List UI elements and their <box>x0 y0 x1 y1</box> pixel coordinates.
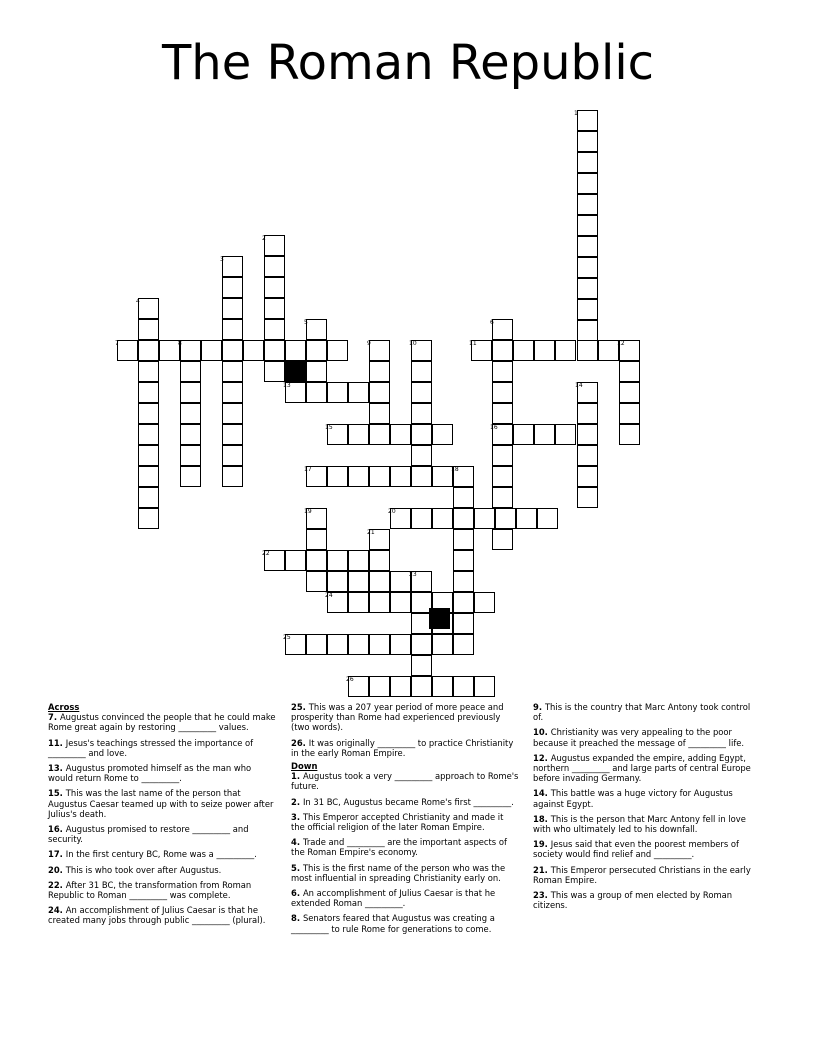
grid-cell[interactable] <box>222 340 243 361</box>
grid-cell[interactable] <box>577 299 598 320</box>
clue-item-text: This Emperor accepted Christianity and made it the official religion of the later Roman Empire. <box>291 811 504 833</box>
grid-cell[interactable] <box>222 277 243 298</box>
grid-cell[interactable] <box>432 508 453 529</box>
clue-item <box>291 837 519 857</box>
clue-item <box>48 905 276 925</box>
clue-item-text: This was a 207 year period of more peace and prosperity than Rome had experienced previously (two words). <box>291 702 504 733</box>
grid-cell[interactable] <box>306 529 327 550</box>
clue-item-number: 12. <box>533 752 551 763</box>
clue-item <box>48 738 276 758</box>
clue-item-text: It was originally _________ to practice Christianity in the early Roman Empire. <box>291 737 514 758</box>
grid-cell[interactable] <box>138 361 159 382</box>
grid-cell[interactable] <box>577 487 598 508</box>
clue-item-text: This is the person that Marc Antony fell in love with who ultimately led to his downfall. <box>533 813 746 835</box>
grid-cell[interactable] <box>369 592 390 613</box>
clue-number: 5 <box>304 319 308 326</box>
clue-item-text: This was the last name of the person that Augustus Caesar teamed up with to seize power after Julius's death. <box>48 788 274 819</box>
clue-item-number: 21. <box>533 864 551 875</box>
grid-cell[interactable] <box>201 340 222 361</box>
clue-item-text: Jesus said that even the poorest members of society would find relief and _________. <box>533 839 739 860</box>
grid-cell[interactable] <box>577 131 598 152</box>
blocked-cell <box>429 608 450 629</box>
clue-item-text: Augustus took a very _________ approach to Rome's future. <box>291 771 519 792</box>
grid-cell[interactable] <box>577 278 598 299</box>
clue-item <box>291 702 519 733</box>
grid-cell[interactable] <box>180 403 201 424</box>
grid-cell[interactable] <box>577 173 598 194</box>
grid-cell[interactable] <box>432 466 453 487</box>
grid-cell[interactable] <box>577 194 598 215</box>
clue-item-number: 19. <box>533 839 551 850</box>
grid-cell[interactable] <box>453 550 474 571</box>
grid-cell[interactable] <box>180 424 201 445</box>
clue-item <box>48 824 276 844</box>
grid-cell[interactable] <box>222 445 243 466</box>
grid-cell[interactable] <box>577 236 598 257</box>
grid-cell[interactable] <box>264 361 285 382</box>
clue-number: 16 <box>490 424 498 431</box>
grid-cell[interactable] <box>474 508 495 529</box>
clue-item <box>291 913 519 933</box>
clue-item-number: 6. <box>291 888 303 899</box>
clue-item <box>291 863 519 883</box>
grid-cell[interactable] <box>348 382 369 403</box>
grid-cell[interactable] <box>138 445 159 466</box>
grid-cell[interactable] <box>453 571 474 592</box>
clue-item-number: 1. <box>291 771 303 782</box>
clue-item-number: 23. <box>533 890 551 901</box>
clue-item-text: Augustus expanded the empire, adding Egypt, northern _________ and large parts of central Europe before invading Germany. <box>533 752 751 784</box>
grid-cell[interactable] <box>348 424 369 445</box>
clue-number: 18 <box>451 466 459 473</box>
clue-item-number: 22. <box>48 879 66 890</box>
clue-number: 19 <box>304 508 312 515</box>
blocked-cell <box>285 361 306 382</box>
grid-cell[interactable] <box>264 298 285 319</box>
grid-cell[interactable] <box>243 340 264 361</box>
clue-number: 2 <box>262 235 266 242</box>
grid-cell[interactable] <box>222 319 243 340</box>
clue-item-number: 14. <box>533 788 551 799</box>
clue-item-number: 20. <box>48 864 66 875</box>
grid-cell[interactable] <box>180 466 201 487</box>
clue-item-number: 25. <box>291 702 309 712</box>
grid-cell[interactable] <box>180 382 201 403</box>
grid-cell[interactable] <box>577 403 598 424</box>
down-heading: Down <box>291 761 318 772</box>
grid-cell[interactable] <box>138 298 159 319</box>
clue-number: 9 <box>367 340 371 347</box>
grid-cell[interactable] <box>411 382 432 403</box>
grid-cell[interactable] <box>492 529 513 550</box>
grid-cell[interactable] <box>390 424 411 445</box>
grid-cell[interactable] <box>390 466 411 487</box>
grid-cell[interactable] <box>577 215 598 236</box>
grid-cell[interactable] <box>348 571 369 592</box>
grid-cell[interactable] <box>516 508 537 529</box>
grid-cell[interactable] <box>453 529 474 550</box>
clue-item-text: Jesus's teachings stressed the importance of _________ and love. <box>48 737 254 758</box>
clue-column-1 <box>48 702 276 931</box>
clue-item <box>291 888 519 908</box>
grid-cell[interactable] <box>138 424 159 445</box>
grid-cell[interactable] <box>222 256 243 277</box>
grid-cell[interactable] <box>369 361 390 382</box>
clue-item <box>291 812 519 832</box>
clue-item <box>533 727 761 747</box>
grid-cell[interactable] <box>369 676 390 697</box>
page-title: The Roman Republic <box>161 35 655 91</box>
clue-number: 10 <box>409 340 417 347</box>
clue-number: 7 <box>115 340 119 347</box>
grid-cell[interactable] <box>577 445 598 466</box>
grid-cell[interactable] <box>411 634 432 655</box>
clue-item-text: This Emperor persecuted Christians in the early Roman Empire. <box>533 864 751 885</box>
grid-cell[interactable] <box>264 319 285 340</box>
clue-item-text: Augustus promised to restore _________ and security. <box>48 824 249 845</box>
grid-cell[interactable] <box>411 361 432 382</box>
grid-cell[interactable] <box>453 508 474 529</box>
clue-number: 17 <box>304 466 312 473</box>
grid-cell[interactable] <box>453 613 474 634</box>
clue-item-text: This is the country that Marc Antony took control of. <box>533 702 751 723</box>
clue-number: 14 <box>575 382 583 389</box>
grid-cell[interactable] <box>348 550 369 571</box>
grid-cell[interactable] <box>222 424 243 445</box>
clue-number: 21 <box>367 529 375 536</box>
clue-item-number: 10. <box>533 727 551 738</box>
grid-cell[interactable] <box>306 319 327 340</box>
clue-number: 3 <box>220 256 224 263</box>
clue-number: 26 <box>346 676 354 683</box>
clue-item-text: This battle was a huge victory for Augustus against Egypt. <box>533 788 733 809</box>
grid-cell[interactable] <box>619 424 640 445</box>
grid-cell[interactable] <box>513 424 534 445</box>
grid-cell[interactable] <box>138 508 159 529</box>
clue-number: 25 <box>283 634 291 641</box>
grid-cell[interactable] <box>264 235 285 256</box>
grid-cell[interactable] <box>577 340 598 361</box>
grid-cell[interactable] <box>369 403 390 424</box>
grid-cell[interactable] <box>411 403 432 424</box>
grid-cell[interactable] <box>492 382 513 403</box>
grid-cell[interactable] <box>264 277 285 298</box>
clue-item-text: An accomplishment of Julius Caesar is that he extended Roman _________. <box>291 888 496 909</box>
grid-cell[interactable] <box>453 634 474 655</box>
clue-item-number: 9. <box>533 702 545 712</box>
down-clues-list-continued <box>533 702 761 910</box>
clue-item-text: Augustus convinced the people that he could make Rome great again by restoring _________ values. <box>48 712 276 733</box>
grid-cell[interactable] <box>492 361 513 382</box>
grid-cell[interactable] <box>492 466 513 487</box>
grid-cell[interactable] <box>577 466 598 487</box>
grid-cell[interactable] <box>492 319 513 340</box>
clue-item <box>533 788 761 808</box>
clue-number: 4 <box>136 298 140 305</box>
grid-cell[interactable] <box>117 340 138 361</box>
grid-cell[interactable] <box>348 466 369 487</box>
grid-cell[interactable] <box>327 340 348 361</box>
grid-cell[interactable] <box>369 466 390 487</box>
clue-item <box>48 788 276 819</box>
across-clues-list-continued <box>291 702 519 758</box>
grid-cell[interactable] <box>180 340 201 361</box>
clue-item-number: 11. <box>48 737 66 748</box>
clue-item-text: Christianity was very appealing to the poor because it preached the message of _________ life. <box>533 727 745 748</box>
clue-item <box>291 771 519 791</box>
grid-cell[interactable] <box>222 361 243 382</box>
down-clues-list <box>291 771 519 934</box>
clue-item <box>48 763 276 783</box>
grid-cell[interactable] <box>577 320 598 341</box>
grid-cell[interactable] <box>598 340 619 361</box>
clue-item-number: 13. <box>48 763 66 774</box>
grid-cell[interactable] <box>474 676 495 697</box>
clue-item-text: In the first century BC, Rome was a _________. <box>65 849 257 860</box>
grid-cell[interactable] <box>222 382 243 403</box>
clue-item <box>533 753 761 784</box>
grid-cell[interactable] <box>306 340 327 361</box>
grid-cell[interactable] <box>453 676 474 697</box>
clue-item-number: 4. <box>291 837 303 848</box>
grid-cell[interactable] <box>555 340 576 361</box>
grid-cell[interactable] <box>411 445 432 466</box>
grid-cell[interactable] <box>411 508 432 529</box>
clue-item-number: 24. <box>48 905 66 916</box>
grid-cell[interactable] <box>222 298 243 319</box>
grid-cell[interactable] <box>138 319 159 340</box>
grid-cell[interactable] <box>138 487 159 508</box>
grid-cell[interactable] <box>619 361 640 382</box>
grid-cell[interactable] <box>492 445 513 466</box>
grid-cell[interactable] <box>411 466 432 487</box>
grid-cell[interactable] <box>619 382 640 403</box>
grid-cell[interactable] <box>264 340 285 361</box>
grid-cell[interactable] <box>513 340 534 361</box>
clue-item-text: This is who took over after Augustus. <box>65 864 222 875</box>
grid-cell[interactable] <box>577 257 598 278</box>
clue-item <box>533 814 761 834</box>
clue-item-text: Senators feared that Augustus was creating a _________ to rule Rome for generations to come. <box>291 913 495 934</box>
grid-cell[interactable] <box>369 634 390 655</box>
clue-number: 12 <box>617 340 625 347</box>
grid-cell[interactable] <box>327 571 348 592</box>
grid-cell[interactable] <box>348 634 369 655</box>
grid-cell[interactable] <box>285 550 306 571</box>
grid-cell[interactable] <box>577 110 598 131</box>
clue-column-3 <box>533 702 761 915</box>
grid-cell[interactable] <box>492 487 513 508</box>
grid-cell[interactable] <box>577 424 598 445</box>
grid-cell[interactable] <box>306 382 327 403</box>
grid-cell[interactable] <box>537 508 558 529</box>
clue-item <box>48 865 276 875</box>
grid-cell[interactable] <box>222 466 243 487</box>
grid-cell[interactable] <box>474 592 495 613</box>
clue-item-text: After 31 BC, the transformation from Roman Republic to Roman _________ was complete. <box>48 879 252 901</box>
grid-cell[interactable] <box>222 403 243 424</box>
clue-item-text: Trade and _________ are the important aspects of the Roman Empire's economy. <box>291 837 507 858</box>
clue-item-number: 2. <box>291 796 303 807</box>
clue-item <box>533 702 761 722</box>
clue-number: 8 <box>178 340 182 347</box>
clue-column-2 <box>291 702 519 939</box>
grid-cell[interactable] <box>348 592 369 613</box>
clue-number: 23 <box>409 571 417 578</box>
clue-item-number: 16. <box>48 824 66 835</box>
grid-cell[interactable] <box>492 340 513 361</box>
grid-cell[interactable] <box>306 571 327 592</box>
grid-cell[interactable] <box>264 256 285 277</box>
clue-item <box>291 797 519 807</box>
grid-cell[interactable] <box>453 487 474 508</box>
grid-cell[interactable] <box>534 340 555 361</box>
clue-item-text: This was a group of men elected by Roman citizens. <box>533 890 733 911</box>
clue-number: 22 <box>262 550 270 557</box>
clue-item-text: An accomplishment of Julius Caesar is that he created many jobs through public _________ (plural). <box>48 905 266 926</box>
grid-cell[interactable] <box>411 655 432 676</box>
clue-item <box>533 839 761 859</box>
clue-item-number: 15. <box>48 788 66 799</box>
grid-cell[interactable] <box>555 424 576 445</box>
clue-item-number: 26. <box>291 737 309 748</box>
grid-cell[interactable] <box>390 676 411 697</box>
grid-cell[interactable] <box>138 382 159 403</box>
clue-item <box>291 738 519 758</box>
clue-item-number: 5. <box>291 862 303 873</box>
grid-cell[interactable] <box>369 571 390 592</box>
clue-item-number: 18. <box>533 813 551 824</box>
grid-cell[interactable] <box>534 424 555 445</box>
grid-cell[interactable] <box>327 550 348 571</box>
clue-item-text: In 31 BC, Augustus became Rome's first _________. <box>302 796 514 807</box>
clue-item-text: Augustus promoted himself as the man who would return Rome to _________. <box>48 763 252 784</box>
across-heading: Across <box>48 702 80 712</box>
grid-cell[interactable] <box>306 550 327 571</box>
grid-cell[interactable] <box>453 592 474 613</box>
grid-cell[interactable] <box>138 466 159 487</box>
grid-cell[interactable] <box>180 361 201 382</box>
clue-item-number: 17. <box>48 849 66 860</box>
grid-cell[interactable] <box>369 340 390 361</box>
grid-cell[interactable] <box>285 340 306 361</box>
clue-item <box>533 865 761 885</box>
grid-cell[interactable] <box>619 403 640 424</box>
clue-number: 20 <box>388 508 396 515</box>
grid-cell[interactable] <box>327 382 348 403</box>
clue-item-number: 7. <box>48 712 60 723</box>
clue-item-text: This is the first name of the person who was the most influential in spreading Christianity early on. <box>291 862 506 883</box>
clue-number: 13 <box>283 382 291 389</box>
grid-cell[interactable] <box>327 634 348 655</box>
clue-item-number: 8. <box>291 913 303 924</box>
grid-cell[interactable] <box>390 592 411 613</box>
clue-item <box>48 849 276 859</box>
grid-cell[interactable] <box>306 361 327 382</box>
grid-cell[interactable] <box>138 403 159 424</box>
clue-number: 15 <box>325 424 333 431</box>
clue-item-number: 3. <box>291 811 303 822</box>
grid-cell[interactable] <box>411 676 432 697</box>
grid-cell[interactable] <box>327 466 348 487</box>
grid-cell[interactable] <box>138 340 159 361</box>
grid-cell[interactable] <box>411 424 432 445</box>
clue-number: 24 <box>325 592 333 599</box>
clue-item <box>533 890 761 910</box>
grid-cell[interactable] <box>390 571 411 592</box>
clue-number: 11 <box>469 340 477 347</box>
grid-cell[interactable] <box>432 676 453 697</box>
grid-cell[interactable] <box>495 508 516 529</box>
grid-cell[interactable] <box>492 403 513 424</box>
clue-number: 6 <box>490 319 494 326</box>
grid-cell[interactable] <box>159 340 180 361</box>
clue-item <box>48 712 276 732</box>
grid-cell[interactable] <box>369 424 390 445</box>
across-clues-list <box>48 712 276 925</box>
grid-cell[interactable] <box>306 634 327 655</box>
clue-item <box>48 880 276 900</box>
grid-cell[interactable] <box>180 445 201 466</box>
grid-cell[interactable] <box>432 634 453 655</box>
grid-cell[interactable] <box>369 382 390 403</box>
grid-cell[interactable] <box>369 550 390 571</box>
grid-cell[interactable] <box>390 634 411 655</box>
clue-number: 1 <box>574 110 578 117</box>
grid-cell[interactable] <box>432 424 453 445</box>
grid-cell[interactable] <box>577 152 598 173</box>
